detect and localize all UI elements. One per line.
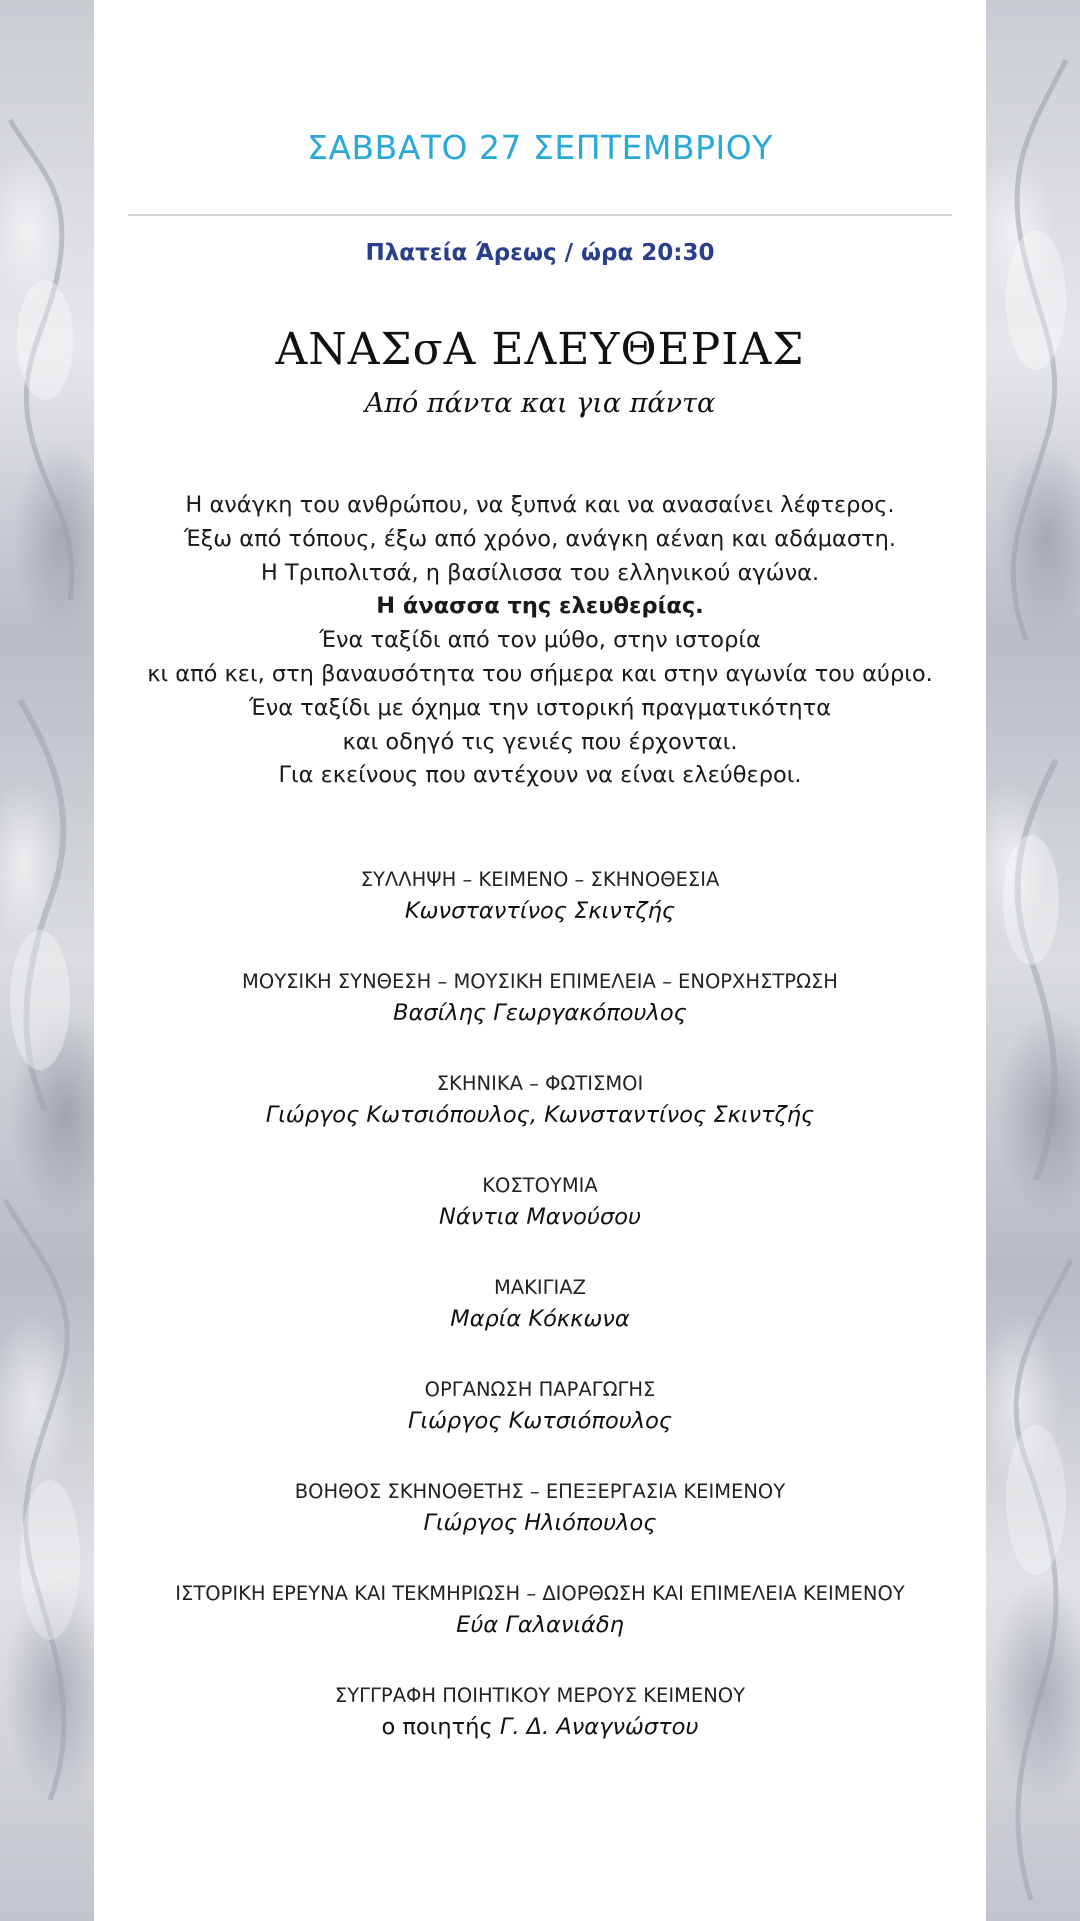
credit-name: Γιώργος Κωτσιόπουλος, Κωνσταντίνος Σκιντζής [265,1102,815,1128]
credit-role: ΒΟΗΘΟΣ ΣΚΗΝΟΘΕΤΗΣ – ΕΠΕΞΕΡΓΑΣΙΑ ΚΕΙΜΕΝΟΥ [294,1480,786,1503]
intro-line: και οδηγό τις γενιές που έρχονται. [342,728,738,755]
intro-line: Ένα ταξίδι με όχημα την ιστορική πραγματικότητα [248,694,832,721]
credits-list [94,866,986,1784]
marble-relief-right [986,0,1080,1921]
intro-line: Η Τριπολιτσά, η βασίλισσα του ελληνικού αγώνα. [260,559,820,586]
credit-entry [94,1274,986,1376]
credit-entry [94,1172,986,1274]
intro-line: Η ανάγκη του ανθρώπου, να ξυπνά και να ανασαίνει λέφτερος. [185,492,895,518]
marble-relief-left [0,0,94,1921]
credit-role: ΣΥΛΛΗΨΗ – ΚΕΙΜΕΝΟ – ΣΚΗΝΟΘΕΣΙΑ [360,868,720,891]
credit-entry [94,1682,986,1784]
credit-role: ΜΟΥΣΙΚΗ ΣΥΝΘΕΣΗ – ΜΟΥΣΙΚΗ ΕΠΙΜΕΛΕΙΑ – ΕΝΟΡΧΗΣΤΡΩΣΗ [242,970,838,993]
venue-time: Πλατεία Άρεως / ώρα 20:30 [365,240,715,266]
credit-name [94,1710,986,1744]
intro-line: Έξω από τόπους, έξω από χρόνο, ανάγκη αέναη και αδάμαστη. [183,525,897,552]
event-date: ΣΑΒΒΑΤΟ 27 ΣΕΠΤΕΜΒΡΙΟΥ [307,128,773,167]
credit-entry [94,968,986,1070]
intro-line-highlight: Η άνασσα της ελευθερίας. [376,593,704,620]
credit-entry [94,1478,986,1580]
intro-line: Ένα ταξίδι από τον μύθο, στην ιστορία [319,627,761,654]
credit-role: ΟΡΓΑΝΩΣΗ ΠΑΡΑΓΩΓΗΣ [424,1378,656,1401]
credit-name: Μαρία Κόκκωνα [450,1306,630,1332]
credit-name: Γιώργος Κωτσιόπουλος [407,1408,673,1434]
credit-name: Κωνσταντίνος Σκιντζής [404,898,676,924]
divider [128,214,952,216]
credit-name-prefix: ο ποιητής [381,1714,493,1740]
relief-carving-right [986,0,1080,1921]
intro-text [94,489,986,793]
show-title: ΑΝΑΣσΑ ΕΛΕΥΘΕΡΙΑΣ [275,324,805,375]
credit-entry [94,1070,986,1172]
credit-entry [94,1580,986,1682]
credit-name: Εύα Γαλανιάδη [456,1612,624,1638]
credit-role: ΜΑΚΙΓΙΑΖ [493,1276,586,1299]
show-subtitle: Από πάντα και για πάντα [364,388,716,419]
poet-name: Γ. Δ. Αναγνώστου [499,1714,699,1740]
credit-name: Βασίλης Γεωργακόπουλος [393,1000,687,1026]
credit-entry [94,866,986,968]
credit-role: ΙΣΤΟΡΙΚΗ ΕΡΕΥΝΑ ΚΑΙ ΤΕΚΜΗΡΙΩΣΗ – ΔΙΟΡΘΩΣΗ ΚΑΙ ΕΠΙΜΕΛΕΙΑ ΚΕΙΜΕΝΟΥ [175,1582,905,1605]
credit-name: Νάντια Μανούσου [438,1204,642,1230]
credit-name: Γιώργος Ηλιόπουλος [423,1510,657,1536]
program-sheet [94,0,986,1921]
credit-entry [94,1376,986,1478]
credit-role: ΣΚΗΝΙΚΑ – ΦΩΤΙΣΜΟΙ [436,1072,644,1095]
credit-role: ΚΟΣΤΟΥΜΙΑ [482,1174,598,1197]
relief-carving-left [0,0,94,1921]
credit-role: ΣΥΓΓΡΑΦΗ ΠΟΙΗΤΙΚΟΥ ΜΕΡΟΥΣ ΚΕΙΜΕΝΟΥ [334,1684,746,1707]
intro-line: Για εκείνους που αντέχουν να είναι ελεύθεροι. [278,762,802,789]
intro-line: κι από κει, στη βαναυσότητα του σήμερα και στην αγωνία του αύριο. [147,660,933,687]
